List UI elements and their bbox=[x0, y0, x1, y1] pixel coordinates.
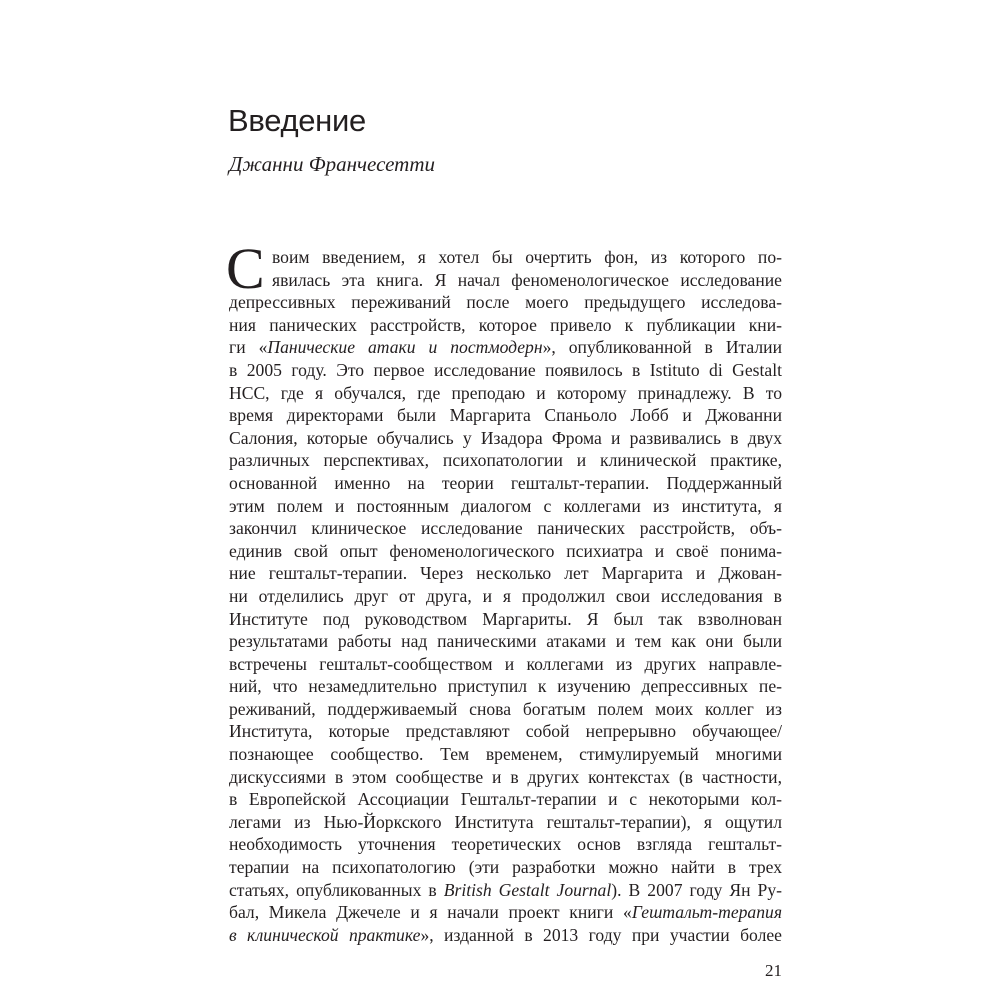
text-line bbox=[229, 698, 782, 721]
text-segment: реживаний, поддерживаемый снова богатым полем моих коллег из bbox=[229, 698, 782, 719]
text-segment: ). В 2007 году Ян Ру- bbox=[611, 879, 782, 900]
text-segment: явилась эта книга. Я начал феноменологическое исследование bbox=[272, 269, 782, 290]
text-segment: легами из Нью-Йоркского Института гештальт-терапии), я ощутил bbox=[229, 811, 782, 832]
text-segment: закончил клиническое исследование панических расстройств, объ- bbox=[229, 518, 782, 539]
text-segment: результатами работы над паническими атаками и тем как они были bbox=[229, 631, 782, 652]
text-line bbox=[229, 269, 782, 292]
text-line bbox=[229, 517, 782, 540]
text-line bbox=[229, 924, 782, 947]
text-segment: терапии на психопатологию (эти разработки можно найти в трех bbox=[229, 857, 782, 878]
text-segment: познающее сообщество. Тем временем, стимулируемый многими bbox=[229, 744, 782, 765]
text-line bbox=[229, 382, 782, 405]
text-line bbox=[229, 336, 782, 359]
text-line bbox=[229, 449, 782, 472]
text-segment: ний, что незамедлительно приступил к изучению депрессивных пе- bbox=[229, 676, 782, 697]
text-line bbox=[229, 720, 782, 743]
text-segment: основанной именно на теории гештальт-терапии. Поддержанный bbox=[229, 472, 782, 493]
text-line bbox=[229, 404, 782, 427]
text-segment: необходимость уточнения теоретических основ взгляда гештальт- bbox=[229, 834, 782, 855]
text-segment: ги « bbox=[229, 337, 268, 358]
text-segment: воим введением, я хотел бы очертить фон, из которого по- bbox=[272, 247, 782, 267]
page-number: 21 bbox=[765, 961, 782, 980]
text-line bbox=[229, 743, 782, 766]
text-line bbox=[229, 811, 782, 834]
text-line bbox=[229, 833, 782, 856]
text-line bbox=[229, 314, 782, 337]
text-line bbox=[229, 608, 782, 631]
italic-title-text: Панические атаки и постмодерн bbox=[267, 337, 543, 358]
text-segment: единив свой опыт феноменологического психиатра и своё понима- bbox=[229, 540, 782, 561]
text-line bbox=[229, 427, 782, 450]
text-segment: », изданной в 2013 году при участии более bbox=[420, 924, 782, 945]
text-segment: ния панических расстройств, которое привело к публикации кни- bbox=[229, 314, 782, 335]
text-segment: в Европейской Ассоциации Гештальт-терапии и с некоторыми кол- bbox=[229, 789, 782, 810]
text-line bbox=[229, 495, 782, 518]
text-line bbox=[229, 246, 782, 269]
text-line bbox=[229, 472, 782, 495]
text-line bbox=[229, 585, 782, 608]
text-line bbox=[229, 653, 782, 676]
text-segment: депрессивных переживаний после моего предыдущего исследова- bbox=[229, 292, 782, 313]
text-segment: Института, которые представляют собой непрерывно обучающее/ bbox=[229, 721, 782, 742]
text-segment: », опубликованной в Италии bbox=[542, 337, 783, 358]
text-line bbox=[229, 788, 782, 811]
text-segment: ни отделились друг от друга, и я продолжил свои исследования в bbox=[229, 585, 782, 606]
chapter-title: Введение bbox=[228, 102, 366, 138]
text-segment: в 2005 году. Это первое исследование появилось в Istituto di Gestalt bbox=[229, 359, 782, 380]
text-line bbox=[229, 630, 782, 653]
text-line bbox=[229, 540, 782, 563]
italic-title-text: British Gestalt Journal bbox=[443, 879, 612, 900]
italic-title-text: в клинической практике bbox=[229, 924, 421, 945]
chapter-author: Джанни Франчесетти bbox=[229, 152, 435, 176]
text-segment: дискуссиями в этом сообществе и в других контекстах (в частности, bbox=[229, 766, 782, 787]
text-line bbox=[229, 291, 782, 314]
text-line bbox=[229, 359, 782, 382]
text-segment: различных перспективах, психопатологии и клинической практике, bbox=[229, 450, 782, 471]
text-segment: бал, Микела Джечеле и я начали проект книги « bbox=[229, 902, 632, 923]
text-line bbox=[229, 766, 782, 789]
text-segment: время директорами были Маргарита Спаньоло Лобб и Джованни bbox=[229, 405, 782, 426]
drop-cap: С bbox=[226, 236, 265, 301]
text-line bbox=[229, 879, 782, 902]
text-line bbox=[229, 901, 782, 924]
text-line bbox=[229, 856, 782, 879]
italic-title-text: Гештальт-терапия bbox=[631, 902, 782, 923]
text-line bbox=[229, 562, 782, 585]
text-segment: HCC, где я обучался, где преподаю и которому принадлежу. В то bbox=[229, 382, 782, 403]
text-segment: встречены гештальт-сообществом и коллегами из других направле- bbox=[229, 653, 782, 674]
text-segment: статьях, опубликованных в bbox=[229, 879, 444, 900]
text-segment: Салония, которые обучались у Изадора Фрома и развивались в двух bbox=[229, 427, 782, 448]
text-segment: этим полем и постоянным диалогом с коллегами из института, я bbox=[229, 495, 782, 516]
text-line bbox=[229, 675, 782, 698]
body-paragraph bbox=[226, 236, 783, 946]
text-segment: ние гештальт-терапии. Через несколько лет Маргарита и Джован- bbox=[229, 563, 782, 584]
text-segment: Институте под руководством Маргариты. Я был так взволнован bbox=[229, 608, 782, 629]
